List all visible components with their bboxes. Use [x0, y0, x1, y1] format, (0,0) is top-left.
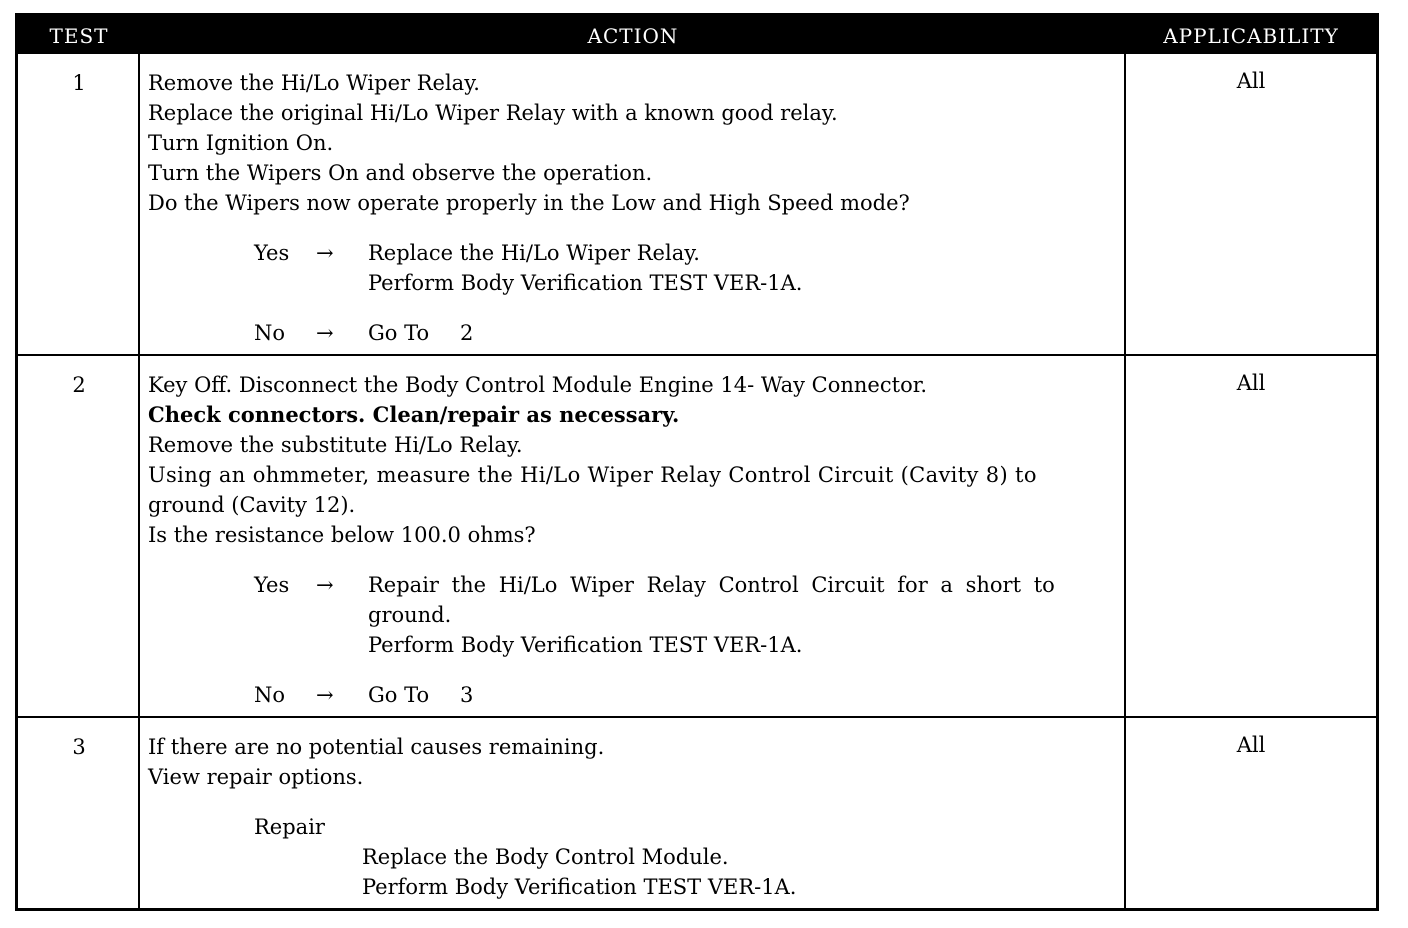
applicability-1: All — [1236, 69, 1266, 93]
step-text: Is the resistance below 100.0 ohms? — [148, 523, 536, 547]
yes-action: Repair the Hi/Lo Wiper Relay Control Circuit for a short to — [368, 573, 1055, 597]
step-text: Using an ohmmeter, measure the Hi/Lo Wiper Relay Control Circuit (Cavity 8) to — [148, 463, 1037, 487]
action-cell-2 — [148, 370, 1118, 710]
row-divider — [18, 354, 1376, 356]
applicability-3: All — [1236, 733, 1266, 757]
repair-action: Perform Body Verification TEST VER-1A. — [362, 875, 797, 899]
row-divider — [18, 716, 1376, 718]
yes-action: Replace the Hi/Lo Wiper Relay. — [368, 241, 700, 265]
arrow-icon: → — [316, 683, 334, 707]
yes-response — [148, 570, 1118, 600]
test-number-3: 3 — [72, 735, 86, 759]
goto-target[interactable]: 3 — [460, 683, 474, 707]
step-text: Turn Ignition On. — [148, 131, 334, 155]
step-text: Turn the Wipers On and observe the operation. — [148, 161, 653, 185]
column-divider — [138, 54, 140, 908]
arrow-icon: → — [316, 241, 334, 265]
table-header — [18, 16, 1376, 54]
goto-link[interactable]: Go To — [368, 321, 430, 345]
no-response — [148, 680, 1118, 710]
test-number-2: 2 — [72, 373, 86, 397]
step-text: Remove the substitute Hi/Lo Relay. — [148, 433, 523, 457]
no-label: No — [254, 321, 286, 345]
goto-target[interactable]: 2 — [460, 321, 474, 345]
action-cell-1 — [148, 68, 1118, 348]
repair-action: Replace the Body Control Module. — [362, 845, 729, 869]
yes-label: Yes — [254, 241, 290, 265]
header-action: ACTION — [587, 24, 679, 48]
test-number-1: 1 — [72, 71, 86, 95]
applicability-2: All — [1236, 371, 1266, 395]
yes-action-continued: Perform Body Verification TEST VER-1A. — [368, 633, 803, 657]
no-label: No — [254, 683, 286, 707]
repair-label: Repair — [254, 815, 325, 839]
step-text: If there are no potential causes remaining. — [148, 735, 605, 759]
diagnostic-table — [15, 13, 1379, 911]
yes-action-continued: Perform Body Verification TEST VER-1A. — [368, 271, 803, 295]
step-text: Key Off. Disconnect the Body Control Module Engine 14- Way Connector. — [148, 373, 928, 397]
step-text: Do the Wipers now operate properly in the Low and High Speed mode? — [148, 191, 910, 215]
goto-link[interactable]: Go To — [368, 683, 430, 707]
step-text: ground (Cavity 12). — [148, 493, 356, 517]
column-divider — [1124, 54, 1126, 908]
step-text-bold: Check connectors. Clean/repair as necessary. — [148, 402, 680, 427]
step-text: Replace the original Hi/Lo Wiper Relay with a known good relay. — [148, 101, 838, 125]
arrow-icon: → — [316, 573, 334, 597]
yes-label: Yes — [254, 573, 290, 597]
step-text: Remove the Hi/Lo Wiper Relay. — [148, 71, 480, 95]
step-text: View repair options. — [148, 765, 364, 789]
action-cell-3 — [148, 732, 1118, 902]
header-test: TEST — [49, 24, 109, 48]
yes-response — [148, 238, 1118, 268]
no-response — [148, 318, 1118, 348]
yes-action-continued: ground. — [368, 603, 452, 627]
arrow-icon: → — [316, 321, 334, 345]
header-applicability: APPLICABILITY — [1163, 24, 1339, 48]
